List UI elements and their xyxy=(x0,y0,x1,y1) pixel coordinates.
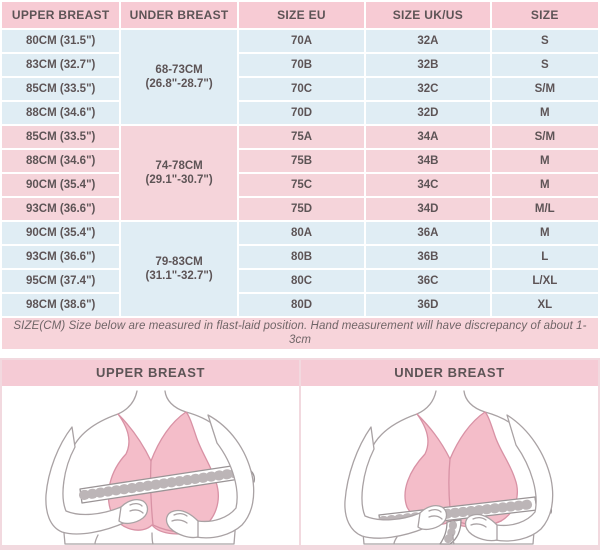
size-eu-cell: 75B xyxy=(239,150,364,172)
column-header-size-eu: SIZE EU xyxy=(239,2,364,28)
size-eu-cell: 75D xyxy=(239,198,364,220)
table-row xyxy=(2,270,598,292)
size-eu-cell: 80B xyxy=(239,246,364,268)
size-eu-cell: 75A xyxy=(239,126,364,148)
size-eu-cell: 80D xyxy=(239,294,364,316)
upper-breast-cell: 85CM (33.5") xyxy=(2,78,119,100)
size-table-body xyxy=(2,30,598,316)
table-row xyxy=(2,30,598,52)
table-row xyxy=(2,126,598,148)
upper-breast-cell: 93CM (36.6") xyxy=(2,246,119,268)
upper-breast-panel-body xyxy=(2,388,299,545)
under-breast-cell: 68-73CM (26.8"-28.7") xyxy=(121,30,236,124)
size-ukus-cell: 32B xyxy=(366,54,489,76)
size-ukus-cell: 36B xyxy=(366,246,489,268)
under-breast-measure-illustration xyxy=(301,388,598,545)
table-row xyxy=(2,174,598,196)
size-cell: XL xyxy=(492,294,598,316)
size-ukus-cell: 36D xyxy=(366,294,489,316)
table-row xyxy=(2,54,598,76)
upper-breast-cell: 88CM (34.6") xyxy=(2,102,119,124)
upper-breast-cell: 98CM (38.6") xyxy=(2,294,119,316)
upper-breast-panel-title: UPPER BREAST xyxy=(2,360,299,388)
under-breast-panel-title: UNDER BREAST xyxy=(301,360,598,388)
upper-breast-cell: 80CM (31.5") xyxy=(2,30,119,52)
size-ukus-cell: 34A xyxy=(366,126,489,148)
upper-breast-cell: 85CM (33.5") xyxy=(2,126,119,148)
under-breast-cell: 79-83CM (31.1"-32.7") xyxy=(121,222,236,316)
size-ukus-cell: 32A xyxy=(366,30,489,52)
size-cell: M/L xyxy=(492,198,598,220)
size-cell: S/M xyxy=(492,78,598,100)
upper-breast-measure-illustration xyxy=(2,388,299,545)
size-cell: L xyxy=(492,246,598,268)
under-breast-panel-body xyxy=(301,388,598,545)
size-cell: M xyxy=(492,150,598,172)
size-eu-cell: 70A xyxy=(239,30,364,52)
under-breast-panel xyxy=(299,360,598,545)
size-ukus-cell: 36C xyxy=(366,270,489,292)
table-row xyxy=(2,102,598,124)
size-ukus-cell: 34D xyxy=(366,198,489,220)
size-eu-cell: 80C xyxy=(239,270,364,292)
size-eu-cell: 80A xyxy=(239,222,364,244)
upper-breast-cell: 83CM (32.7") xyxy=(2,54,119,76)
size-eu-cell: 75C xyxy=(239,174,364,196)
size-ukus-cell: 36A xyxy=(366,222,489,244)
size-eu-cell: 70B xyxy=(239,54,364,76)
upper-breast-cell: 90CM (35.4") xyxy=(2,174,119,196)
size-cell: M xyxy=(492,174,598,196)
table-row xyxy=(2,222,598,244)
size-cell: S xyxy=(492,54,598,76)
table-row xyxy=(2,78,598,100)
table-row xyxy=(2,294,598,316)
size-cell: M xyxy=(492,222,598,244)
upper-breast-cell: 88CM (34.6") xyxy=(2,150,119,172)
table-row xyxy=(2,198,598,220)
measurement-note-row xyxy=(2,318,598,349)
table-row xyxy=(2,150,598,172)
size-cell: S xyxy=(492,30,598,52)
column-header-size: SIZE xyxy=(492,2,598,28)
upper-breast-cell: 95CM (37.4") xyxy=(2,270,119,292)
size-cell: L/XL xyxy=(492,270,598,292)
size-cell: S/M xyxy=(492,126,598,148)
under-breast-cell: 74-78CM (29.1"-30.7") xyxy=(121,126,236,220)
size-ukus-cell: 32C xyxy=(366,78,489,100)
table-header-row xyxy=(2,2,598,28)
column-header-size-ukus: SIZE UK/US xyxy=(366,2,489,28)
size-ukus-cell: 34C xyxy=(366,174,489,196)
table-row xyxy=(2,246,598,268)
size-eu-cell: 70D xyxy=(239,102,364,124)
measurement-note: SIZE(CM) Size below are measured in flast-laid position. Hand measurement will have discrepancy of about 1-3cm xyxy=(2,318,598,349)
size-cell: M xyxy=(492,102,598,124)
upper-breast-panel xyxy=(2,360,299,545)
size-ukus-cell: 32D xyxy=(366,102,489,124)
upper-breast-cell: 93CM (36.6") xyxy=(2,198,119,220)
column-header-under-breast: UNDER BREAST xyxy=(121,2,236,28)
column-header-upper-breast: UPPER BREAST xyxy=(2,2,119,28)
size-ukus-cell: 34B xyxy=(366,150,489,172)
upper-breast-cell: 90CM (35.4") xyxy=(2,222,119,244)
size-eu-cell: 70C xyxy=(239,78,364,100)
measuring-guide-section xyxy=(0,358,600,550)
